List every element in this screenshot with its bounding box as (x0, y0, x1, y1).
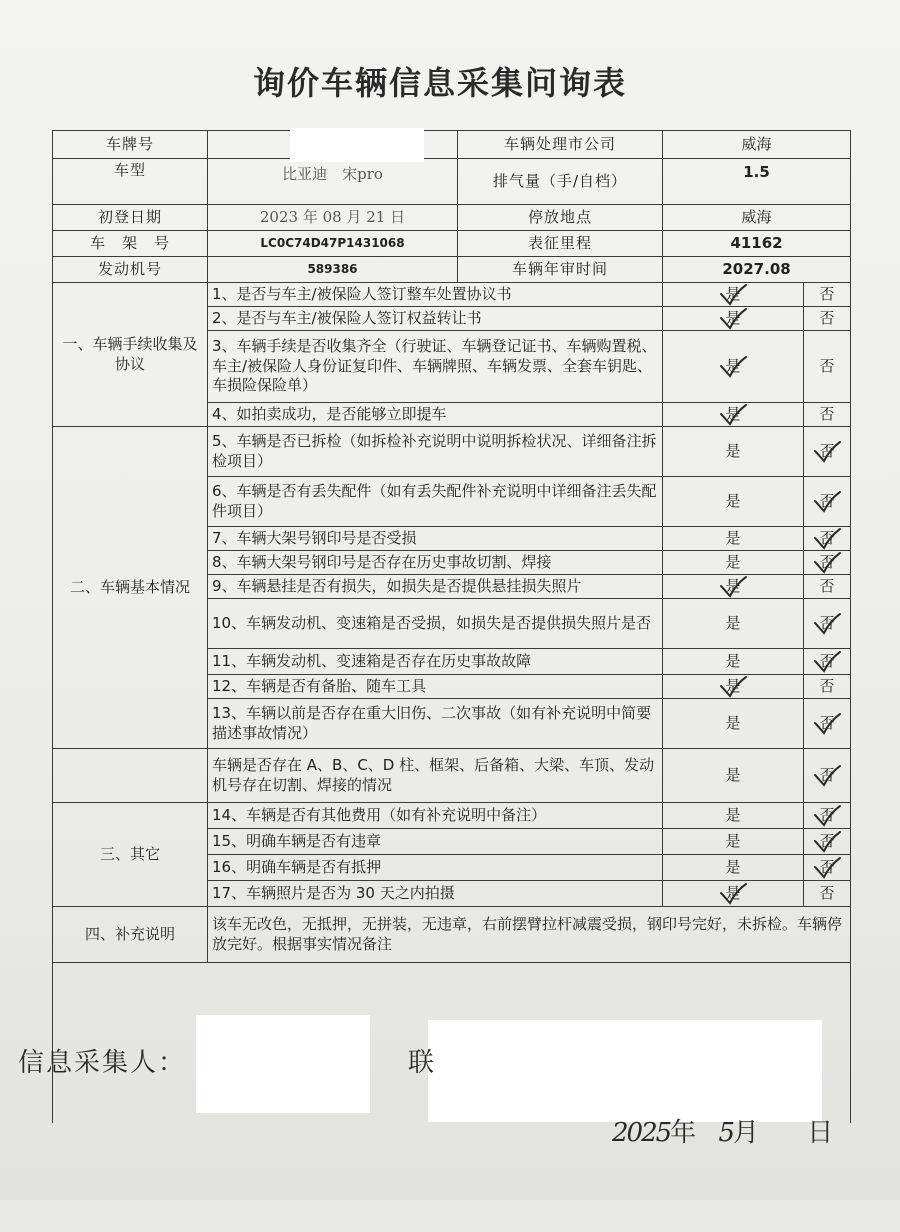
yes-option[interactable]: 是 (663, 477, 804, 527)
no-option[interactable]: 否 (804, 881, 851, 907)
question-text: 车辆是否存在 A、B、C、D 柱、框架、后备箱、大梁、车顶、发动机号存在切割、焊接的情况 (208, 749, 663, 803)
question-row (53, 427, 851, 477)
question-text: 9、车辆悬挂是否有损失，如损失是否提供悬挂损失照片 (208, 575, 663, 599)
no-option[interactable]: 否 (804, 527, 851, 551)
yes-option[interactable]: 是 (663, 829, 804, 855)
no-option[interactable]: 否 (804, 331, 851, 403)
no-option[interactable]: 否 (804, 699, 851, 749)
question-text: 16、明确车辆是否有抵押 (208, 855, 663, 881)
yes-option[interactable]: 是 (663, 749, 804, 803)
no-option[interactable]: 否 (804, 855, 851, 881)
question-text: 12、车辆是否有备胎、随车工具 (208, 675, 663, 699)
supplement-label: 四、补充说明 (53, 907, 208, 963)
redacted-collector (196, 1015, 370, 1113)
reg-date-label: 初登日期 (53, 205, 208, 231)
date-year: 2025 (612, 1118, 671, 1148)
yes-option[interactable]: 是 (663, 675, 804, 699)
company-label: 车辆处理市公司 (458, 131, 663, 159)
supplement-text: 该车无改色，无抵押，无拼装，无违章，右前摆臂拉杆减震受损，钢印号完好，未拆检。车辆停放完好。根据事实情况备注 (208, 907, 851, 963)
date-year-char: 年 (670, 1118, 697, 1148)
row-reg-date (53, 205, 851, 231)
sign-date (612, 1112, 833, 1149)
mileage-value: 41162 (663, 231, 851, 257)
no-option[interactable]: 否 (804, 599, 851, 649)
park-value: 威海 (663, 205, 851, 231)
no-option[interactable]: 否 (804, 403, 851, 427)
question-row (53, 749, 851, 803)
yes-option[interactable]: 是 (663, 599, 804, 649)
row-vin (53, 231, 851, 257)
question-text: 13、车辆以前是否存在重大旧伤、二次事故（如有补充说明中简要描述事故情况） (208, 699, 663, 749)
section-1-label: 一、车辆手续收集及协议 (53, 283, 208, 427)
no-option[interactable]: 否 (804, 829, 851, 855)
contact-label: 联 (408, 1048, 435, 1078)
yes-option[interactable]: 是 (663, 575, 804, 599)
question-text: 11、车辆发动机、变速箱是否存在历史事故故障 (208, 649, 663, 675)
reg-date-value: 2023 年 08 月 21 日 (208, 205, 458, 231)
no-option[interactable]: 否 (804, 307, 851, 331)
displacement-label: 排气量（手/自档） (458, 159, 663, 205)
plate-label: 车牌号 (53, 131, 208, 159)
question-text: 6、车辆是否有丢失配件（如有丢失配件补充说明中详细备注丢失配件项目） (208, 477, 663, 527)
mileage-label: 表征里程 (458, 231, 663, 257)
no-option[interactable]: 否 (804, 749, 851, 803)
no-option[interactable]: 否 (804, 283, 851, 307)
vin-label: 车 架 号 (53, 231, 208, 257)
no-option[interactable]: 否 (804, 427, 851, 477)
question-text: 2、是否与车主/被保险人签订权益转让书 (208, 307, 663, 331)
yes-option[interactable]: 是 (663, 803, 804, 829)
model-value: 比亚迪 宋pro (208, 159, 458, 205)
yes-option[interactable]: 是 (663, 855, 804, 881)
yes-option[interactable]: 是 (663, 283, 804, 307)
row-model (53, 159, 851, 205)
redacted-plate (290, 128, 424, 162)
question-row (53, 803, 851, 829)
model-label: 车型 (53, 159, 208, 205)
row-plate (53, 131, 851, 159)
engine-label: 发动机号 (53, 257, 208, 283)
yes-option[interactable]: 是 (663, 427, 804, 477)
no-option[interactable]: 否 (804, 675, 851, 699)
no-option[interactable]: 否 (804, 551, 851, 575)
question-text: 15、明确车辆是否有违章 (208, 829, 663, 855)
question-text: 14、车辆是否有其他费用（如有补充说明中备注） (208, 803, 663, 829)
question-row (53, 283, 851, 307)
park-label: 停放地点 (458, 205, 663, 231)
no-option[interactable]: 否 (804, 575, 851, 599)
row-engine (53, 257, 851, 283)
yes-option[interactable]: 是 (663, 649, 804, 675)
engine-value: 589386 (208, 257, 458, 283)
date-day-char: 日 (807, 1118, 834, 1148)
question-text: 1、是否与车主/被保险人签订整车处置协议书 (208, 283, 663, 307)
displacement-value: 1.5 (663, 159, 851, 205)
yes-option[interactable]: 是 (663, 699, 804, 749)
yes-option[interactable]: 是 (663, 551, 804, 575)
question-text: 4、如拍卖成功，是否能够立即提车 (208, 403, 663, 427)
section-2-label: 二、车辆基本情况 (53, 427, 208, 749)
company-value: 威海 (663, 131, 851, 159)
question-text: 3、车辆手续是否收集齐全（行驶证、车辆登记证书、车辆购置税、车主/被保险人身份证复印件、车辆牌照、车辆发票、全套车钥匙、车损险保险单） (208, 331, 663, 403)
page-title: 询价车辆信息采集问询表 (252, 64, 627, 102)
inspect-value: 2027.08 (663, 257, 851, 283)
vin-value: LC0C74D47P1431068 (208, 231, 458, 257)
yes-option[interactable]: 是 (663, 881, 804, 907)
section-4-label: 三、其它 (53, 803, 208, 907)
section-3-label (53, 749, 208, 803)
supplement-row (53, 907, 851, 963)
yes-option[interactable]: 是 (663, 403, 804, 427)
question-text: 10、车辆发动机、变速箱是否受损，如损失是否提供损失照片是否 (208, 599, 663, 649)
yes-option[interactable]: 是 (663, 307, 804, 331)
yes-option[interactable]: 是 (663, 331, 804, 403)
question-text: 17、车辆照片是否为 30 天之内拍摄 (208, 881, 663, 907)
date-month-char: 月 (733, 1118, 760, 1148)
question-text: 5、车辆是否已拆检（如拆检补充说明中说明拆检状况、详细备注拆检项目） (208, 427, 663, 477)
inspect-label: 车辆年审时间 (458, 257, 663, 283)
yes-option[interactable]: 是 (663, 527, 804, 551)
date-month: 5 (718, 1118, 733, 1148)
question-text: 7、车辆大架号钢印号是否受损 (208, 527, 663, 551)
no-option[interactable]: 否 (804, 649, 851, 675)
collector-label: 信息采集人： (18, 1048, 187, 1078)
redacted-contact (428, 1020, 822, 1122)
no-option[interactable]: 否 (804, 803, 851, 829)
no-option[interactable]: 否 (804, 477, 851, 527)
question-text: 8、车辆大架号钢印号是否存在历史事故切割、焊接 (208, 551, 663, 575)
